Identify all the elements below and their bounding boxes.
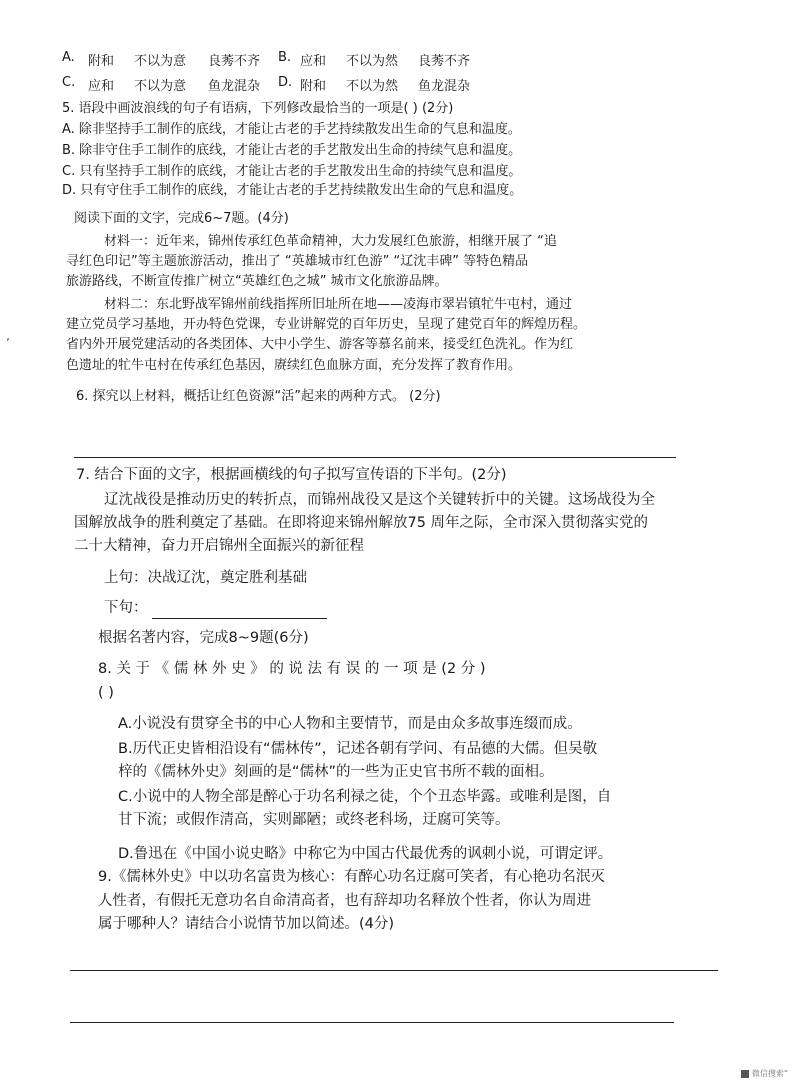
q4-option-d-word2: 不以为然 [346, 79, 399, 94]
q7-lower-label: 下句： [104, 600, 148, 616]
q7-lower-line [104, 597, 327, 619]
q8-option-a: A.小说没有贯穿全书的中心人物和主要情节，而是由众多故事连缀而成。 [118, 716, 582, 732]
q4-option-a-word2: 不以为意 [134, 54, 187, 69]
q6-stem: 6. 探究以上材料，概括让红色资源“活”起来的两种方式。 (2分) [76, 389, 441, 404]
q9-line-3: 属于哪种人？请结合小说情节加以简述。(4分) [98, 916, 395, 932]
q8-option-d: D.鲁迅在《中国小说史略》中称它为中国古代最优秀的讽刺小说，可谓定评。 [118, 846, 613, 862]
q7-paragraph-line-2: 国解放战争的胜利奠定了基础。在即将迎来锦州解放75 周年之际，全市深入贯彻落实党的 [74, 515, 649, 531]
q7-lower-blank[interactable] [152, 604, 327, 619]
q5-option-d: D. 只有守住手工制作的底线，才能让古老的手艺持续散发出生命的气息和温度。 [62, 183, 523, 198]
q4-option-d-word3: 鱼龙混杂 [418, 79, 471, 94]
q4-option-a-word1: 附和 [88, 54, 115, 69]
q5-option-a: A. 除非坚持手工制作的底线，才能让古老的手艺持续散发出生命的气息和温度。 [62, 122, 521, 137]
q5-option-b: B. 除非守住手工制作的底线，才能让古老的手艺散发出生命的持续气息和温度。 [62, 143, 522, 158]
q9-line-2: 人性者，有假托无意功名自命清高者，也有辞却功名释放个性者，你认为周进 [98, 893, 591, 909]
material-2-line-3: 省内外开展党建活动的各类团体、大中小学生、游客等慕名前来，接受红色洗礼。作为红 [66, 337, 574, 352]
q8-option-b-line-1: B.历代正史皆相沿设有“儒林传”，记述各朝有学问、有品德的大儒。但吴敬 [118, 741, 598, 757]
scan-mark: ʼ [6, 336, 10, 350]
material-2-line-2: 建立党员学习基地，开办特色党课，专业讲解党的百年历史，呈现了建党百年的辉煌历程。 [66, 317, 587, 332]
q7-paragraph-line-1: 辽沈战役是推动历史的转折点，而锦州战役又是这个关键转折中的关键。这场战役为全 [104, 492, 655, 508]
q6-answer-line[interactable] [74, 457, 676, 458]
q4-option-c-word3: 鱼龙混杂 [208, 79, 261, 94]
q4-option-d-letter: D. [278, 75, 293, 90]
q8-option-c-line-1: C.小说中的人物全部是醉心于功名利禄之徒，个个丑态毕露。或唯利是图，自 [118, 789, 612, 805]
q9-answer-line-2[interactable] [70, 1022, 674, 1023]
q4-option-d-word1: 附和 [300, 79, 327, 94]
q9-line-1: 9.《儒林外史》中以功名富贵为核心：有醉心功名迂腐可笑者，有心艳功名泯灭 [98, 869, 605, 885]
material-1-line-3: 旅游路线，不断宣传推广树立“英雄红色之城” 城市文化旅游品牌。 [66, 274, 448, 289]
q4-option-b-word2: 不以为然 [346, 54, 399, 69]
q5-option-c: C. 只有坚持手工制作的底线，才能让古老的手艺散发出生命的持续气息和温度。 [62, 164, 522, 179]
classics-intro: 根据名著内容，完成8~9题(6分) [98, 630, 309, 646]
material-2-line-4: 色遗址的牤牛屯村在传承红色基因，赓续红色血脉方面，充分发挥了教育作用。 [66, 358, 522, 373]
material-1-line-1: 材料一：近年来，锦州传承红色革命精神，大力发展红色旅游，相继开展了 “追 [104, 234, 557, 249]
q8-option-b-line-2: 梓的《儒林外史》刻画的是“儒林”的一些为正史官书所不载的面相。 [118, 764, 554, 780]
material-2-line-1: 材料二：东北野战军锦州前线指挥所旧址所在地——凌海市翠岩镇牤牛屯村，通过 [104, 297, 573, 312]
q4-option-c-word1: 应和 [88, 79, 115, 94]
q4-option-b-letter: B. [278, 50, 292, 65]
reading-intro: 阅读下面的文字，完成6~7题。(4分) [74, 211, 289, 226]
q7-stem: 7. 结合下面的文字，根据画横线的句子拟写宣传语的下半句。(2分) [76, 467, 507, 483]
watermark-icon [741, 1070, 749, 1078]
q8-option-c-line-2: 甘下流；或假作清高，实则鄙陋；或终老科场，迂腐可笑等。 [118, 812, 510, 828]
q4-option-b-word1: 应和 [300, 54, 327, 69]
q8-stem: 8. 关 于 《 儒 林 外 史 》 的 说 法 有 误 的 一 项 是 (2 分 ) [98, 661, 486, 677]
q4-option-c-word2: 不以为意 [134, 79, 187, 94]
q7-upper-line: 上句：决战辽沈，奠定胜利基础 [104, 570, 307, 586]
q5-stem: 5. 语段中画波浪线的句子有语病，下列修改最恰当的一项是( ) (2分) [62, 101, 454, 116]
material-1-line-2: 寻红色印记”等主题旅游活动，推出了 “英雄城市红色游” “辽沈丰碑” 等特色精品 [66, 254, 529, 269]
q4-option-a-letter: A. [62, 50, 75, 65]
q4-option-b-word3: 良莠不齐 [418, 54, 471, 69]
q7-paragraph-line-3: 二十大精神，奋力开启锦州全面振兴的新征程 [74, 538, 364, 554]
q8-answer-paren[interactable]: ( ) [98, 685, 114, 701]
q4-option-a-word3: 良莠不齐 [208, 54, 261, 69]
watermark-text: 微信搜索“ [751, 1069, 788, 1078]
q4-option-c-letter: C. [62, 75, 76, 90]
watermark-logo [741, 1068, 788, 1079]
q9-answer-line-1[interactable] [70, 970, 718, 971]
